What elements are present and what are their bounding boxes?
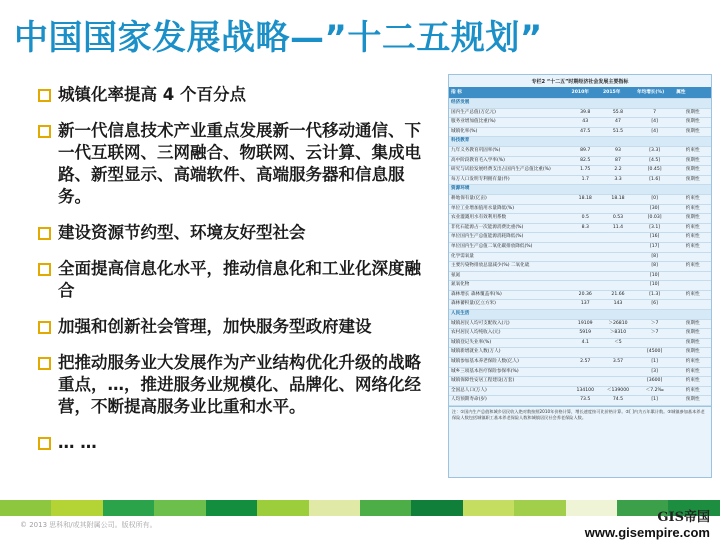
table-cell: 约束性 [674, 386, 711, 396]
table-cell: 87 [601, 156, 635, 166]
table-cell: 资源环境 [449, 185, 570, 195]
square-bullet-icon [38, 357, 51, 370]
bullet-item [38, 84, 428, 106]
table-cell [674, 310, 711, 320]
table-header-cell: 年均增长(%) [635, 87, 674, 99]
table-row [449, 396, 711, 406]
table-cell [601, 348, 635, 358]
bullet-item [38, 316, 428, 338]
table-cell [635, 185, 674, 195]
table-cell: 20.36 [570, 290, 601, 300]
table-cell [601, 137, 635, 147]
table-cell: 预期性 [674, 319, 711, 329]
table-cell: 氨氮 [449, 271, 570, 281]
table-cell: 约束性 [674, 194, 711, 204]
table-row [449, 290, 711, 300]
table-cell: [0] [635, 194, 674, 204]
table-cell: 耕地保有量(亿亩) [449, 194, 570, 204]
table-cell [570, 99, 601, 109]
table-cell [601, 367, 635, 377]
table-cell: 约束性 [674, 290, 711, 300]
table-cell: 城镇登记失业率(%) [449, 338, 570, 348]
table-cell: 约束性 [674, 223, 711, 233]
indicator-table [449, 87, 711, 406]
table-cell: 约束性 [674, 233, 711, 243]
table-cell: 预期性 [674, 156, 711, 166]
table-row [449, 127, 711, 137]
table-cell: 5919 [570, 329, 601, 339]
table-cell: 74.5 [601, 396, 635, 406]
slide-title: 中国国家发展战略—”十二五规划” [14, 18, 543, 58]
table-cell [674, 281, 711, 291]
table-cell: 137 [570, 300, 601, 310]
table-cell: 3.57 [601, 358, 635, 368]
table-cell: 93 [601, 146, 635, 156]
table-row [449, 108, 711, 118]
table-cell [601, 281, 635, 291]
table-cell: 单位国内生产总值二氧化碳排放降低(%) [449, 242, 570, 252]
table-cell: 预期性 [674, 127, 711, 137]
table-cell [570, 310, 601, 320]
stripe-segment [154, 500, 205, 516]
table-cell [635, 137, 674, 147]
table-cell: 服务业增加值比重(%) [449, 118, 570, 128]
table-cell: 单位国内生产总值能源消耗降低(%) [449, 233, 570, 243]
table-cell: ＞7 [635, 329, 674, 339]
table-cell: [1.3] [635, 290, 674, 300]
table-cell: [30] [635, 204, 674, 214]
table-cell [601, 242, 635, 252]
table-cell: 43 [570, 118, 601, 128]
square-bullet-icon [38, 263, 51, 276]
table-cell: [4] [635, 127, 674, 137]
table-cell: 预期性 [674, 175, 711, 185]
stripe-segment [360, 500, 411, 516]
table-cell: 73.5 [570, 396, 601, 406]
stripe-segment [463, 500, 514, 516]
table-row [449, 242, 711, 252]
table-header-row [449, 87, 711, 99]
table-cell: 森林增长 森林覆盖率(%) [449, 290, 570, 300]
table-cell: ＜5 [601, 338, 635, 348]
table-note: 注：①国内生产总值和城乡居民收入绝对数按照2010年价格计算，增长速度按可比价格计算。②[ ]内为五年累计数。③城镇参加基本养老保险人数包括城镇职工基本养老保险人数和城镇居民社会养老保险人数。 [449, 406, 711, 422]
table-cell: [3.3] [635, 146, 674, 156]
table-row [449, 367, 711, 377]
table-cell: 城镇居民人均可支配收入(元) [449, 319, 570, 329]
table-cell: 预期性 [674, 214, 711, 224]
table-cell: 11.4 [601, 223, 635, 233]
bullet-text: 建设资源节约型、环境友好型社会 [58, 223, 306, 242]
table-cell: 约束性 [674, 358, 711, 368]
table-cell: 18.18 [601, 194, 635, 204]
bullet-list [38, 84, 428, 468]
bullet-text: 把推动服务业大发展作为产业结构优化升级的战略重点，…，推进服务业规模化、品牌化、网络化经营，不断提高服务业比重和水平。 [58, 353, 421, 416]
table-cell: ＞8310 [601, 329, 635, 339]
table-row [449, 223, 711, 233]
table-cell: 经济发展 [449, 99, 570, 109]
table-section-row [449, 99, 711, 109]
table-cell: 森林蓄积量(亿立方米) [449, 300, 570, 310]
copyright-text: © 2013 思科和/或其附属公司。版权所有。 [20, 521, 157, 529]
table-cell: 0.5 [570, 214, 601, 224]
bullet-text: 加强和创新社会管理，加快服务型政府建设 [58, 317, 372, 336]
table-cell [570, 233, 601, 243]
table-cell: 约束性 [674, 242, 711, 252]
table-cell: 1.7 [570, 175, 601, 185]
table-cell: 城镇新增就业人数(万人) [449, 348, 570, 358]
table-cell [601, 262, 635, 272]
table-header-cell: 2010年 [570, 87, 601, 99]
table-cell [601, 99, 635, 109]
table-cell [635, 338, 674, 348]
table-cell: 134100 [570, 386, 601, 396]
table-cell [674, 271, 711, 281]
table-row [449, 156, 711, 166]
table-cell: 8.3 [570, 223, 601, 233]
table-row [449, 281, 711, 291]
table-cell: [4500] [635, 348, 674, 358]
table-section-row [449, 310, 711, 320]
table-cell: 预期性 [674, 118, 711, 128]
table-body [449, 87, 711, 406]
table-cell: 47.5 [570, 127, 601, 137]
stripe-segment [51, 500, 102, 516]
table-row [449, 166, 711, 176]
bullet-text: 城镇化率提高 4 个百分点 [58, 85, 246, 104]
table-cell: 预期性 [674, 329, 711, 339]
table-cell: [3.1] [635, 223, 674, 233]
table-cell: 预期性 [674, 338, 711, 348]
table-cell: 非化石能源占一次能源消费比重(%) [449, 223, 570, 233]
table-section-row [449, 137, 711, 147]
table-cell: 氮氧化物 [449, 281, 570, 291]
table-cell [601, 204, 635, 214]
table-cell: 4.1 [570, 338, 601, 348]
table-cell: 城镇参加基本养老保险人数(亿人) [449, 358, 570, 368]
table-cell: [0.03] [635, 214, 674, 224]
stripe-segment [0, 500, 51, 516]
stripe-segment [514, 500, 565, 516]
table-cell: 每万人口发明专利拥有量(件) [449, 175, 570, 185]
table-caption: 专栏2 “十二五”时期经济社会发展主要指标 [531, 79, 629, 85]
table-cell: 国内生产总值(万亿元) [449, 108, 570, 118]
table-cell: 城镇保障性安居工程建设(万套) [449, 377, 570, 387]
table-cell: [10] [635, 271, 674, 281]
table-cell: 约束性 [674, 367, 711, 377]
table-cell: 82.5 [570, 156, 601, 166]
bullet-item [38, 258, 428, 302]
table-cell [570, 377, 601, 387]
table-cell: 预期性 [674, 348, 711, 358]
table-cell: 化学需氧量 [449, 252, 570, 262]
table-cell: 主要污染物排放总量减少(%) 二氧化硫 [449, 262, 570, 272]
bullet-item [38, 352, 428, 418]
table-row [449, 377, 711, 387]
table-cell: 农村居民人均纯收入(元) [449, 329, 570, 339]
table-cell [570, 185, 601, 195]
table-cell [570, 262, 601, 272]
table-cell: 18.18 [570, 194, 601, 204]
table-row [449, 271, 711, 281]
square-bullet-icon [38, 89, 51, 102]
table-cell [601, 233, 635, 243]
table-cell: 51.5 [601, 127, 635, 137]
stripe-segment [411, 500, 462, 516]
table-cell: [6] [635, 300, 674, 310]
logo-name: GIS帝国 [657, 510, 710, 525]
bullet-item [38, 222, 428, 244]
table-cell: [8] [635, 262, 674, 272]
table-cell: 0.53 [601, 214, 635, 224]
table-cell: 九年义务教育巩固率(%) [449, 146, 570, 156]
table-cell [635, 310, 674, 320]
table-cell: 城镇化率(%) [449, 127, 570, 137]
table-cell: 科技教育 [449, 137, 570, 147]
table-cell: 39.8 [570, 108, 601, 118]
table-row [449, 300, 711, 310]
table-cell: 19109 [570, 319, 601, 329]
table-cell: 单位工业增加值用水量降低(%) [449, 204, 570, 214]
table-cell: 城乡三项基本医疗保险参保率(%) [449, 367, 570, 377]
table-cell: ＞26810 [601, 319, 635, 329]
table-cell [570, 348, 601, 358]
stripe-segment [309, 500, 360, 516]
bullet-text: 新一代信息技术产业重点发展新一代移动通信、下一代互联网、三网融合、物联网、云计算、集成电路、新型显示、高端软件、高端服务器和信息服务。 [58, 121, 421, 206]
table-cell: [10] [635, 281, 674, 291]
table-row [449, 233, 711, 243]
table-cell: 约束性 [674, 146, 711, 156]
square-bullet-icon [38, 227, 51, 240]
table-cell: [1.6] [635, 175, 674, 185]
table-cell: 农业灌溉用水有效利用系数 [449, 214, 570, 224]
table-cell: 约束性 [674, 377, 711, 387]
table-cell [601, 310, 635, 320]
table-cell [570, 137, 601, 147]
table-cell: 1.75 [570, 166, 601, 176]
table-row [449, 348, 711, 358]
bullet-text: … … [58, 433, 97, 452]
table-cell: 人民生活 [449, 310, 570, 320]
table-row [449, 319, 711, 329]
table-row [449, 262, 711, 272]
square-bullet-icon [38, 125, 51, 138]
square-bullet-icon [38, 321, 51, 334]
table-row [449, 338, 711, 348]
table-cell: 约束性 [674, 204, 711, 214]
table-row [449, 118, 711, 128]
table-row [449, 204, 711, 214]
table-cell: 2.57 [570, 358, 601, 368]
table-cell [570, 242, 601, 252]
site-logo [585, 506, 710, 540]
table-cell: 全国总人口(万人) [449, 386, 570, 396]
table-row [449, 386, 711, 396]
table-cell: 约束性 [674, 262, 711, 272]
table-cell [570, 367, 601, 377]
table-header-cell: 属性 [674, 87, 711, 99]
table-section-row [449, 185, 711, 195]
table-row [449, 194, 711, 204]
table-row [449, 214, 711, 224]
table-cell: [16] [635, 233, 674, 243]
table-cell: 预期性 [674, 396, 711, 406]
table-cell: 预期性 [674, 166, 711, 176]
table-cell [674, 300, 711, 310]
table-cell: [0.45] [635, 166, 674, 176]
stripe-segment [103, 500, 154, 516]
table-row [449, 252, 711, 262]
table-cell: ＞7 [635, 319, 674, 329]
indicator-table-image [448, 74, 712, 478]
table-row [449, 358, 711, 368]
table-cell: [1] [635, 396, 674, 406]
table-cell [674, 252, 711, 262]
table-cell [601, 271, 635, 281]
table-cell [570, 252, 601, 262]
table-cell [570, 271, 601, 281]
table-cell: 2.2 [601, 166, 635, 176]
table-cell: 143 [601, 300, 635, 310]
table-cell: [3] [635, 367, 674, 377]
table-cell [674, 99, 711, 109]
bullet-item [38, 120, 428, 208]
stripe-segment [257, 500, 308, 516]
table-cell: [8] [635, 252, 674, 262]
table-cell: ＜7.2‰ [635, 386, 674, 396]
table-cell: [4.5] [635, 156, 674, 166]
bullet-text: 全面提高信息化水平，推动信息化和工业化深度融合 [58, 259, 421, 300]
table-cell [570, 281, 601, 291]
bullet-item [38, 432, 428, 454]
square-bullet-icon [38, 437, 51, 450]
table-cell [601, 252, 635, 262]
table-cell: 7 [635, 108, 674, 118]
table-cell: 高中阶段教育毛入学率(%) [449, 156, 570, 166]
table-cell: 89.7 [570, 146, 601, 156]
table-cell: 55.8 [601, 108, 635, 118]
table-cell [635, 99, 674, 109]
logo-url: www.gisempire.com [584, 525, 710, 540]
table-row [449, 146, 711, 156]
table-header-cell: 指 标 [449, 87, 570, 99]
table-cell [601, 185, 635, 195]
table-cell: 47 [601, 118, 635, 128]
table-cell: 21.66 [601, 290, 635, 300]
table-cell: 人均预期寿命(岁) [449, 396, 570, 406]
table-cell: [4] [635, 118, 674, 128]
table-cell: 预期性 [674, 108, 711, 118]
table-cell [674, 137, 711, 147]
table-cell: 研究与试验发展经费支出占国内生产总值比重(%) [449, 166, 570, 176]
stripe-segment [206, 500, 257, 516]
table-cell: [1] [635, 358, 674, 368]
table-cell: [3600] [635, 377, 674, 387]
table-header-cell: 2015年 [601, 87, 635, 99]
table-cell: [17] [635, 242, 674, 252]
table-row [449, 175, 711, 185]
table-cell: ＜139000 [601, 386, 635, 396]
table-cell [570, 204, 601, 214]
table-cell [674, 185, 711, 195]
table-cell [601, 377, 635, 387]
table-cell: 3.3 [601, 175, 635, 185]
table-row [449, 329, 711, 339]
